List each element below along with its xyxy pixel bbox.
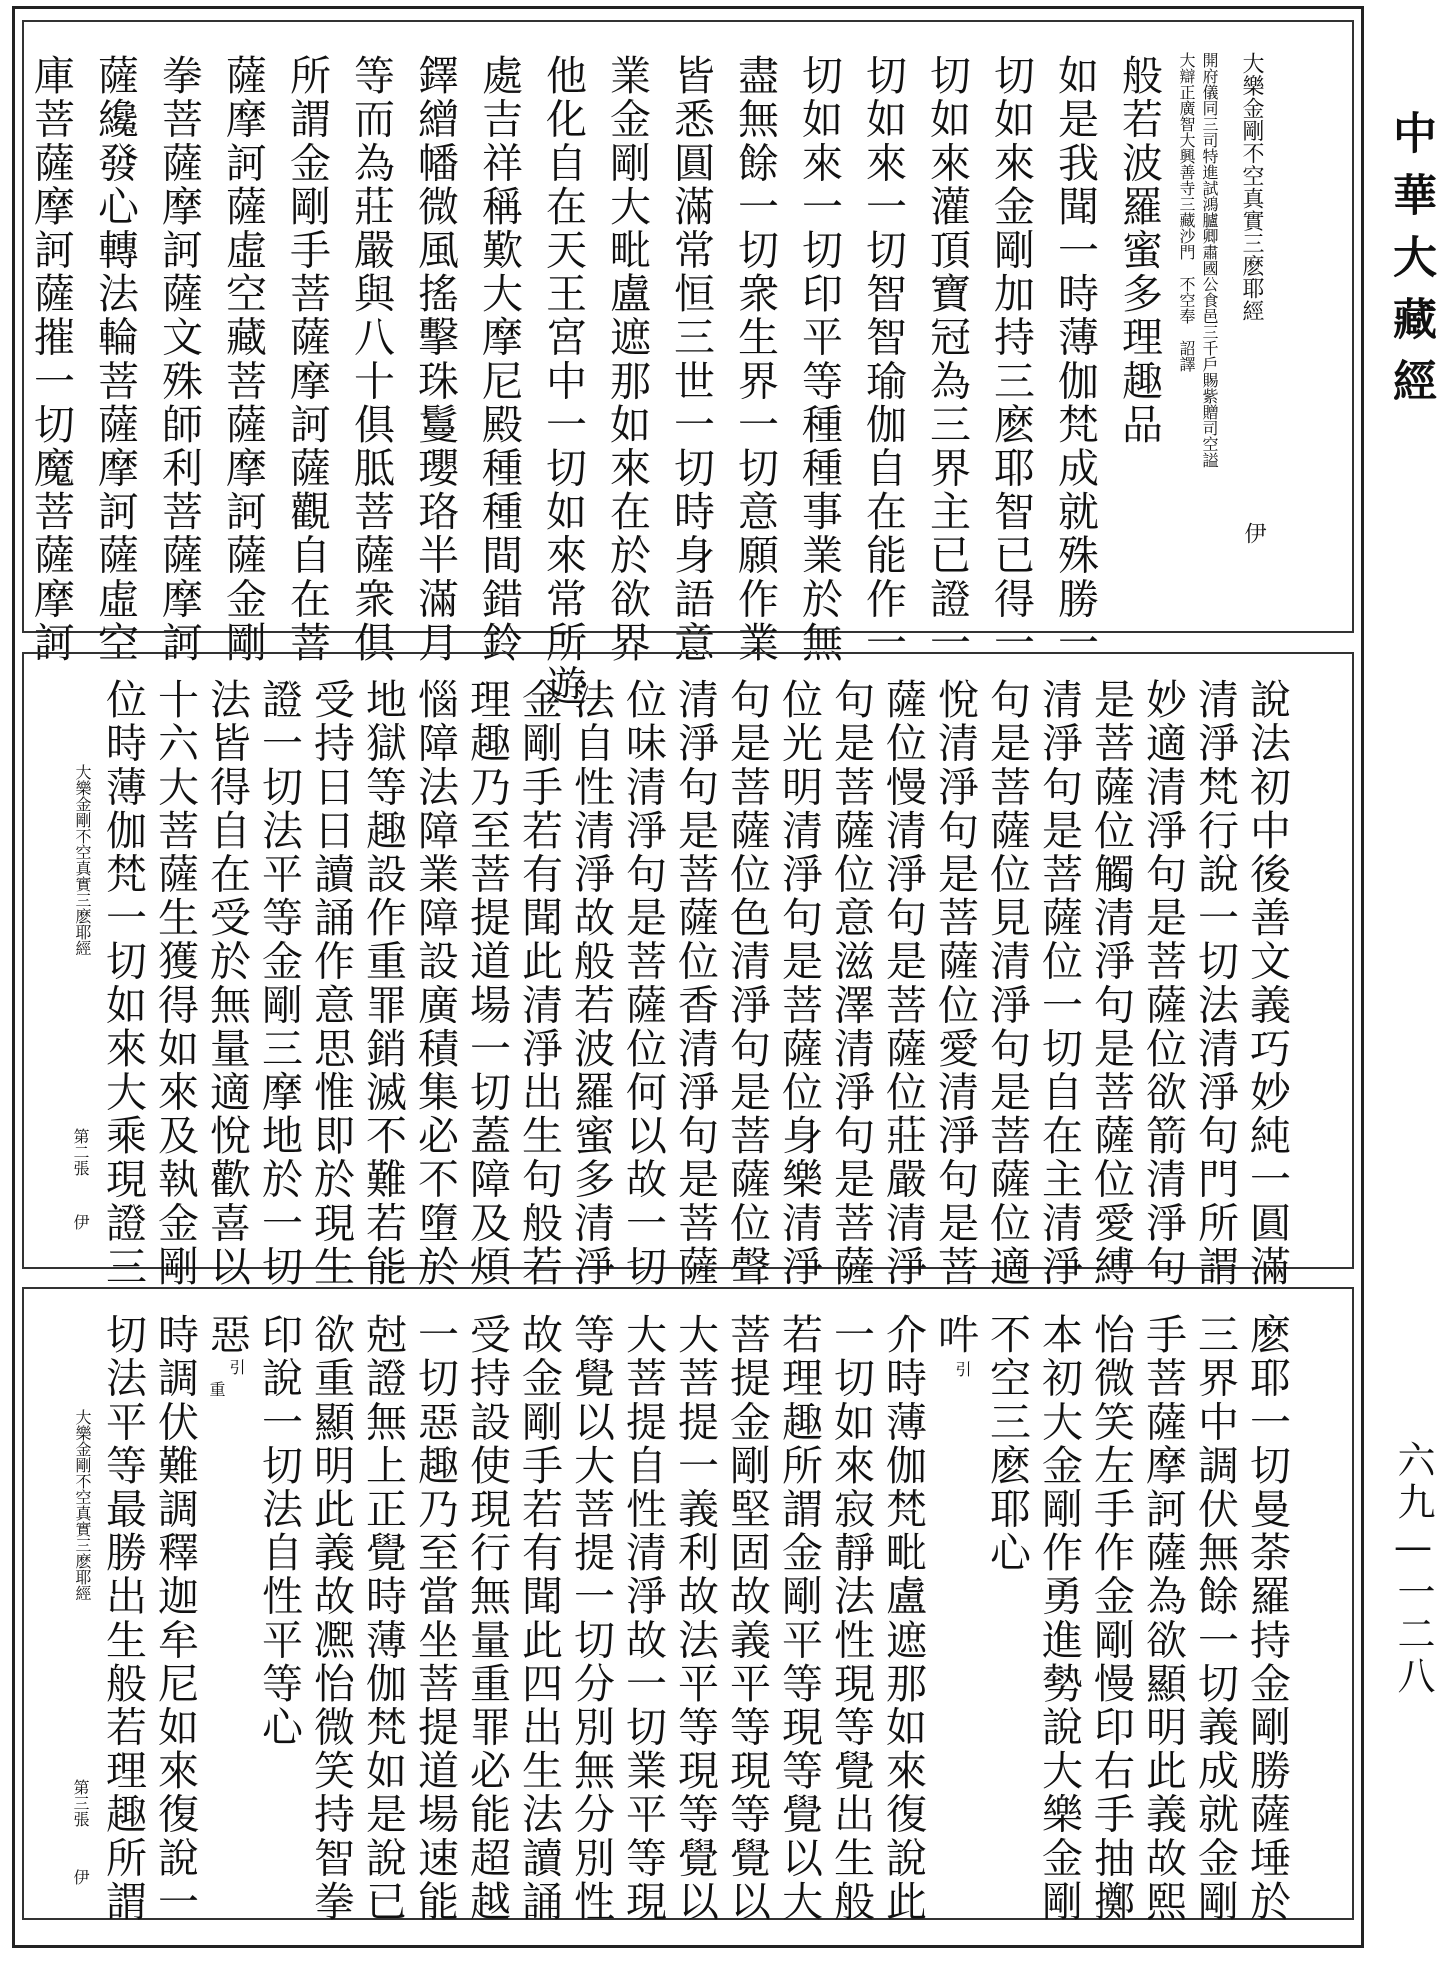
text-column: 拳菩薩摩訶薩文殊師利菩薩摩訶 <box>155 54 203 665</box>
text-column: 妙適清淨句是菩薩位欲箭清淨句 <box>1139 678 1187 1289</box>
text-column: 受持日日讀誦作意思惟即於現生 <box>307 678 355 1289</box>
margin-mark-2: 伊 <box>71 1869 90 1885</box>
text-column: 惱障法障業障設廣積集必不墮於 <box>411 678 459 1289</box>
text-column: 位光明清淨句是菩薩位身樂清淨 <box>775 678 823 1289</box>
text-column: 等而為莊嚴與八十俱胝菩薩衆俱 <box>347 54 395 665</box>
text-column: 薩纔發心轉法輪菩薩摩訶薩虛空 <box>91 54 139 665</box>
text-column: 尅證無上正覺時薄伽梵如是說已 <box>359 1313 407 1924</box>
panel-top <box>22 20 1354 708</box>
text-column: 切如來一切印平等種種事業於無 <box>795 54 843 665</box>
text-column: 三界中調伏無餘一切義成就金剛 <box>1191 1313 1239 1924</box>
text-column: 金剛手若有聞此清淨出生句般若 <box>515 678 563 1289</box>
text-column: 他化自在天王宮中一切如來常所遊 <box>539 54 587 708</box>
margin-mark: 第二張 <box>71 1128 90 1176</box>
text-column: 庫菩薩摩訶薩摧一切魔菩薩摩訶 <box>27 54 75 665</box>
text-column: 證一切法平等金剛三摩地於一切 <box>255 678 303 1289</box>
text-column: 說法初中後善文義巧妙純一圓滿 <box>1243 678 1291 1289</box>
text-column: 句是菩薩位見清淨句是菩薩位適 <box>983 678 1031 1289</box>
text-column: 清淨句是菩薩位香清淨句是菩薩 <box>671 678 719 1289</box>
text-column: 皆悉圓滿常恒三世一切時身語意 <box>667 54 715 665</box>
text-column: 清淨梵行說一切法清淨句門所謂 <box>1191 678 1239 1289</box>
text-column: 業金剛大毗盧遮那如來在於欲界 <box>603 54 651 665</box>
margin-mark: 第三張 <box>71 1779 90 1827</box>
hum-syllable: 吽 <box>931 1313 979 1357</box>
text-column: 麽耶一切曼荼羅持金剛勝薩埵於 <box>1243 1313 1291 1924</box>
text-column: 悅清淨句是菩薩位愛清淨句是菩 <box>931 678 979 1289</box>
text-column: 十六大菩薩生獲得如來及執金剛 <box>151 678 199 1289</box>
text-column: 本初大金剛作勇進勢說大樂金剛 <box>1035 1313 1083 1924</box>
e-note-2: 重 <box>207 1381 226 1397</box>
text-column: 介時薄伽梵毗盧遮那如來復說此 <box>879 1313 927 1924</box>
text-column: 大菩提一義利故法平等現等覺以 <box>671 1313 719 1924</box>
text-column: 切如來灌頂寶冠為三界主已證一 <box>923 54 971 665</box>
text-column: 是菩薩位觸清淨句是菩薩位愛縛 <box>1087 678 1135 1289</box>
text-column: 鐸繒幡微風搖擊珠鬘瓔珞半滿月 <box>411 54 459 665</box>
text-column: 等覺以大菩提一切分別無分別性 <box>567 1313 615 1924</box>
collection-title: 中華大藏經 <box>1385 110 1436 420</box>
text-column: 清淨句是菩薩位一切自在主清淨 <box>1035 678 1083 1289</box>
chapter-title: 般若波羅蜜多理趣品 <box>1115 54 1163 447</box>
text-column: 印說一切法自性平等心 <box>255 1313 303 1749</box>
text-column: 理趣乃至菩提道場一切蓋障及煩 <box>463 678 511 1289</box>
translator-line-2: 大辯正廣智大興善寺三藏沙門 不空奉 詔譯 <box>1177 52 1196 372</box>
text-column: 切如來金剛加持三麽耶智已得一 <box>987 54 1035 665</box>
text-column: 薩摩訶薩虛空藏菩薩摩訶薩金剛 <box>219 54 267 665</box>
text-column: 若理趣所謂金剛平等現等覺以大 <box>775 1313 823 1924</box>
page-number: 六九—一二八 <box>1391 1440 1435 1698</box>
text-column: 所謂金剛手菩薩摩訶薩觀自在菩 <box>283 54 331 665</box>
margin-note: 大樂金剛不空真實三麽耶經 <box>73 764 92 956</box>
text-column: 法皆得自在受於無量適悅歡喜以 <box>203 678 251 1289</box>
text-column: 怡微笑左手作金剛慢印右手抽擲 <box>1087 1313 1135 1924</box>
text-column: 薩位慢清淨句是菩薩位莊嚴清淨 <box>879 678 927 1289</box>
text-column: 位味清淨句是菩薩位何以故一切 <box>619 678 667 1289</box>
text-column: 故金剛手若有聞此四出生法讀誦 <box>515 1313 563 1924</box>
text-column: 位時薄伽梵一切如來大乘現證三 <box>99 678 147 1289</box>
text-column: 如是我聞一時薄伽梵成就殊勝一 <box>1051 54 1099 665</box>
e-note: 引 <box>227 1359 246 1375</box>
hum-note: 引 <box>953 1361 972 1377</box>
e-syllable: 惡 <box>203 1313 251 1357</box>
text-column: 受持設使現行無量重罪必能超越 <box>463 1313 511 1924</box>
panel-middle <box>22 652 1354 1289</box>
text-column: 一切如來寂靜法性現等覺出生般 <box>827 1313 875 1924</box>
title-mark: 伊 <box>1241 522 1266 545</box>
text-column: 菩提金剛堅固故義平等現等覺以 <box>723 1313 771 1924</box>
sutra-title: 大樂金剛不空真實三麽耶經 <box>1239 52 1264 322</box>
text-column: 一切惡趣乃至當坐菩提道場速能 <box>411 1313 459 1924</box>
translator-line-1: 開府儀同三司特進試鴻臚卿肅國公食邑三千戶賜紫贈司空謚 <box>1200 52 1219 468</box>
text-column: 法自性清淨故般若波羅蜜多清淨 <box>567 678 615 1289</box>
text-column: 處吉祥稱歎大摩尼殿種種間錯鈴 <box>475 54 523 665</box>
text-column: 句是菩薩位意滋澤清淨句是菩薩 <box>827 678 875 1289</box>
margin-note: 大樂金剛不空真實三麽耶經 <box>73 1409 92 1601</box>
text-column: 不空三麽耶心 <box>983 1313 1031 1575</box>
text-column: 切如來一切智智瑜伽自在能作一 <box>859 54 907 665</box>
text-column: 大菩提自性清淨故一切業平等現 <box>619 1313 667 1924</box>
text-column: 欲重顯明此義故凞怡微笑持智拳 <box>307 1313 355 1924</box>
text-column: 地獄等趣設作重罪銷滅不難若能 <box>359 678 407 1289</box>
margin-mark-2: 伊 <box>71 1214 90 1230</box>
text-column: 時調伏難調釋迦牟尼如來復說一 <box>151 1313 199 1924</box>
text-column: 手菩薩摩訶薩為欲顯明此義故熙 <box>1139 1313 1187 1924</box>
panel-bottom <box>22 1287 1354 1924</box>
text-column: 句是菩薩位色清淨句是菩薩位聲 <box>723 678 771 1289</box>
text-column: 切法平等最勝出生般若理趣所謂 <box>99 1313 147 1924</box>
text-column: 盡無餘一切衆生界一切意願作業 <box>731 54 779 665</box>
